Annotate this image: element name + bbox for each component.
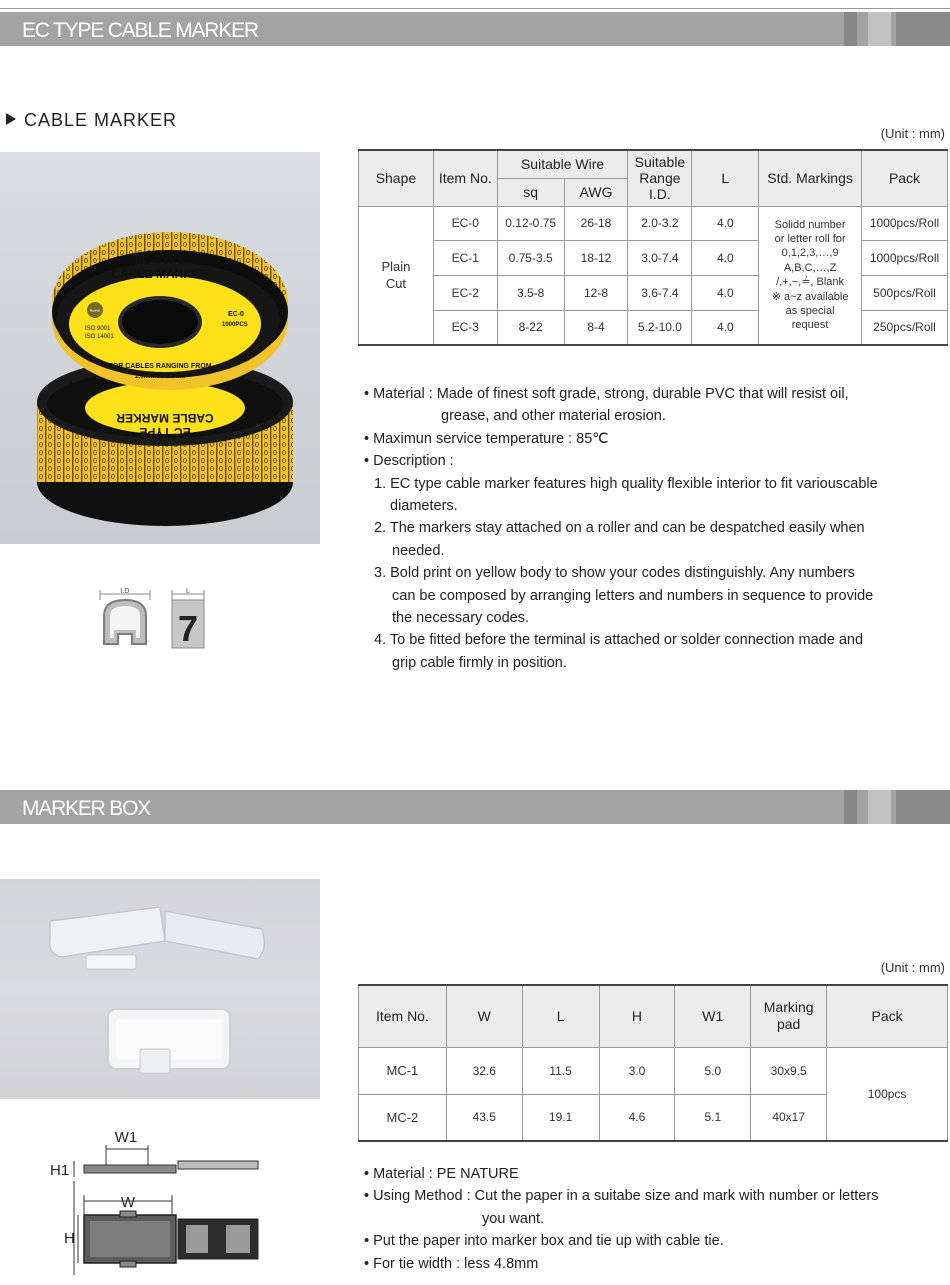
cell-range: 2.0-3.2 — [628, 206, 692, 240]
roll-code: EC-0 — [228, 311, 244, 318]
dim-l-label: L — [186, 588, 190, 595]
cell-pack: 100pcs — [827, 1047, 948, 1141]
marker-box-description — [364, 1163, 878, 1275]
header-marking-pad — [751, 985, 827, 1047]
dim-id-label: I.D — [120, 588, 130, 595]
cell-awg: 26-18 — [564, 206, 628, 240]
cell-l: 4.0 — [692, 275, 759, 310]
header-pack: Pack — [827, 985, 948, 1047]
roll-label-title2: CABLE MARKER — [111, 267, 209, 281]
section-header-marker-box — [0, 790, 950, 824]
dim-w1-label: W1 — [114, 1129, 138, 1146]
std-line: ※ a~z available — [771, 290, 849, 303]
desc-line: 4. To be fitted before the terminal is attached or solder connection made and — [374, 632, 864, 649]
desc-line: needed. — [392, 542, 445, 559]
svg-text:EC TYPE: EC TYPE — [139, 425, 191, 439]
cell-awg: 18-12 — [564, 240, 628, 275]
std-line: as special — [785, 305, 835, 318]
desc-line: • Material : PE NATURE — [364, 1166, 519, 1182]
header-item-no: Item No. — [359, 985, 447, 1047]
cable-marker-roll-photo — [0, 152, 320, 544]
cell-w: 43.5 — [446, 1094, 522, 1141]
roll-range-line1: FOR CABLES RANGING FROM — [108, 363, 212, 370]
desc-line: grip cable firmly in position. — [392, 654, 567, 671]
cell-awg: 12-8 — [564, 275, 628, 310]
header-std-markings: Std. Markings — [759, 150, 862, 206]
unit-label: (Unit : mm) — [880, 960, 945, 975]
cell-item: EC-3 — [433, 310, 497, 345]
header-h: H — [599, 985, 675, 1047]
subheading — [6, 110, 177, 131]
bar-accent — [896, 790, 950, 824]
cell-item: EC-0 — [433, 206, 497, 240]
cable-marker-spec-table — [358, 149, 948, 346]
cell-w1: 5.1 — [675, 1094, 751, 1141]
cell-item: EC-1 — [433, 240, 497, 275]
cell-item: MC-2 — [359, 1094, 447, 1141]
desc-line: can be composed by arranging letters and numbers in sequence to provide — [392, 587, 874, 604]
marker-dimension-diagram — [92, 586, 222, 652]
header-suitable-range: Suitable Range I.D. — [628, 150, 692, 206]
cell-pack: 250pcs/Roll — [862, 310, 948, 345]
desc-line: you want. — [482, 1210, 545, 1227]
cell-l: 4.0 — [692, 240, 759, 275]
cell-h: 3.0 — [599, 1047, 675, 1094]
desc-line: • Put the paper into marker box and tie up with cable tie. — [364, 1233, 724, 1250]
cell-sq: 3.5-8 — [497, 275, 564, 310]
iso-9001: ISO 9001 — [85, 326, 111, 332]
header-pack: Pack — [862, 150, 948, 206]
table-row — [359, 1047, 948, 1094]
desc-line: • Using Method : Cut the paper in a suitabe size and mark with number or letters — [364, 1188, 879, 1205]
iso-14001: ISO 14001 — [85, 334, 114, 340]
cell-sq: 0.12-0.75 — [497, 206, 564, 240]
cell-l: 4.0 — [692, 206, 759, 240]
cell-pad: 40x17 — [751, 1094, 827, 1141]
desc-line: • Material : Made of finest soft grade, strong, durable PVC that will resist oil, — [364, 386, 849, 402]
rohs-mark: RoHS — [89, 308, 101, 313]
header-suitable-wire: Suitable Wire — [497, 150, 628, 178]
cell-l: 11.5 — [522, 1047, 599, 1094]
svg-text:CABLE MARKER: CABLE MARKER — [116, 411, 214, 425]
std-line: request — [791, 319, 829, 332]
bar-accent — [868, 790, 891, 824]
section-title: MARKER BOX — [22, 797, 151, 820]
marker-box-dimension-diagram — [44, 1125, 266, 1281]
dim-w-label: W — [120, 1194, 136, 1211]
cell-l: 4.0 — [692, 310, 759, 345]
dim-h1-label: H1 — [50, 1162, 70, 1179]
std-line: 0,1,2,3,…,9 — [781, 247, 839, 260]
shape-text: Plain Cut — [381, 259, 411, 292]
cell-range: 3.0-7.4 — [628, 240, 692, 275]
header-sq: sq — [497, 178, 564, 206]
cell-pack: 1000pcs/Roll — [862, 206, 948, 240]
header-w1: W1 — [675, 985, 751, 1047]
cell-range: 5.2-10.0 — [628, 310, 692, 345]
section-header-ec-type — [0, 12, 950, 46]
desc-line: • Maximun service temperature : 85℃ — [364, 430, 609, 447]
cell-pack: 500pcs/Roll — [862, 275, 948, 310]
header-awg: AWG — [564, 178, 628, 206]
std-line: or letter roll for — [774, 233, 846, 246]
table-row — [359, 206, 948, 240]
desc-line: • For tie width : less 4.8mm — [364, 1255, 539, 1272]
cell-w1: 5.0 — [675, 1047, 751, 1094]
marker-box-spec-table — [358, 984, 948, 1142]
roll-label-title1: EC TYPE — [134, 253, 186, 267]
desc-line: 2. The markers stay attached on a roller and can be despatched easily when — [374, 520, 865, 537]
cable-marker-description — [364, 383, 878, 674]
roll-range-line2: 2.0mm TO 3.2mm — [135, 374, 185, 380]
triangle-bullet-icon — [6, 113, 16, 125]
std-line: A,B,C,…,Z — [783, 261, 837, 274]
std-line: Solidd number — [774, 218, 846, 231]
bar-accent — [844, 790, 857, 824]
bar-accent — [844, 12, 857, 46]
cell-pad: 30x9.5 — [751, 1047, 827, 1094]
cell-sq: 8-22 — [497, 310, 564, 345]
section-title: EC TYPE CABLE MARKER — [22, 19, 258, 42]
desc-line: • Description : — [364, 453, 454, 470]
desc-line: diameters. — [390, 498, 458, 515]
dim-h-label: H — [64, 1230, 75, 1247]
desc-line: the necessary codes. — [392, 610, 530, 627]
header-marking-pad-text: Marking pad — [763, 999, 814, 1033]
cell-pack: 1000pcs/Roll — [862, 240, 948, 275]
cell-h: 4.6 — [599, 1094, 675, 1141]
subheading-text: CABLE MARKER — [24, 110, 178, 130]
bar-accent — [896, 12, 950, 46]
header-w: W — [446, 985, 522, 1047]
top-rule — [0, 8, 950, 9]
cell-item: MC-1 — [359, 1047, 447, 1094]
cell-awg: 8-4 — [564, 310, 628, 345]
header-item-no: Item No. — [433, 150, 497, 206]
desc-line: 1. EC type cable marker features high quality flexible interior to fit variouscable — [374, 475, 878, 492]
cell-w: 32.6 — [446, 1047, 522, 1094]
cell-std-markings — [759, 206, 862, 345]
roll-pcs: 1000PCS — [222, 322, 248, 328]
header-l: L — [692, 150, 759, 206]
cell-item: EC-2 — [433, 275, 497, 310]
cell-l: 19.1 — [522, 1094, 599, 1141]
marker-box-photo — [0, 879, 320, 1099]
cell-range: 3.6-7.4 — [628, 275, 692, 310]
desc-line: grease, and other material erosion. — [441, 408, 666, 425]
header-l: L — [522, 985, 599, 1047]
std-line: /,+,−,≟, Blank — [776, 276, 845, 289]
unit-label: (Unit : mm) — [880, 126, 945, 141]
marker-digit: 7 — [177, 608, 199, 649]
cell-sq: 0.75-3.5 — [497, 240, 564, 275]
cell-shape — [359, 206, 434, 345]
header-shape: Shape — [359, 150, 434, 206]
desc-line: 3. Bold print on yellow body to show your codes distinguishly. Any numbers — [374, 565, 855, 582]
bar-accent — [868, 12, 891, 46]
